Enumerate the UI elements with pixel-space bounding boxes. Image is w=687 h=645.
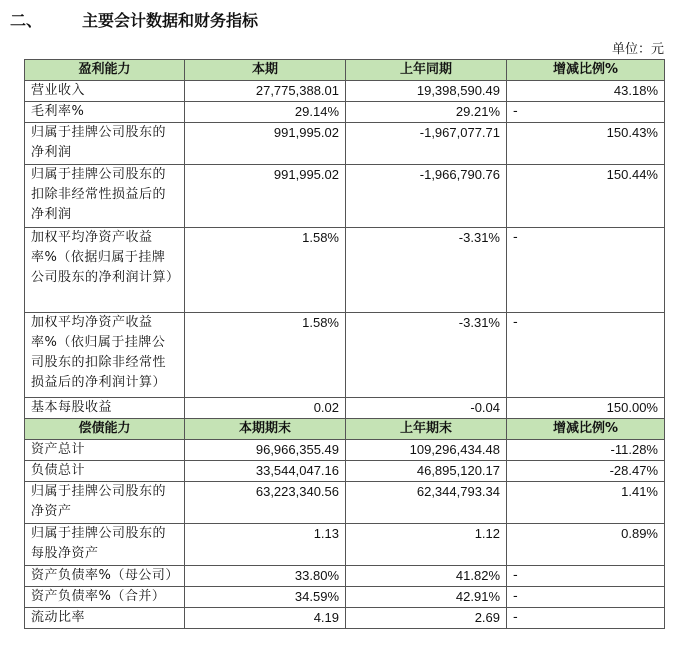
header-profitability: 盈利能力 <box>25 60 185 81</box>
prior-value: -1,966,790.76 <box>346 165 507 228</box>
prior-value: 42.91% <box>346 587 507 608</box>
row-label: 加权平均净资产收益率%（依归属于挂牌公司股东的扣除非经常性损益后的净利润计算） <box>25 313 185 398</box>
prior-value: -0.04 <box>346 398 507 419</box>
prior-value: -1,967,077.71 <box>346 123 507 165</box>
row-label: 加权平均净资产收益率%（依据归属于挂牌公司股东的净利润计算） <box>25 228 185 313</box>
row-label: 归属于挂牌公司股东的扣除非经常性损益后的净利润 <box>25 165 185 228</box>
table-row <box>25 165 665 228</box>
header-prior-period-end: 上年期末 <box>346 419 507 440</box>
section-number: 二、 <box>10 11 43 30</box>
current-value: 4.19 <box>185 608 346 629</box>
unit-label: 单位：元 <box>611 42 664 57</box>
change-value: - <box>507 566 665 587</box>
change-value: - <box>507 313 665 398</box>
current-value: 96,966,355.49 <box>185 440 346 461</box>
current-value: 1.58% <box>185 228 346 313</box>
change-value: -28.47% <box>507 461 665 482</box>
row-label: 基本每股收益 <box>25 398 185 419</box>
table-row <box>25 566 665 587</box>
change-value: - <box>507 608 665 629</box>
row-label: 资产负债率%（合并） <box>25 587 185 608</box>
prior-value: 29.21% <box>346 102 507 123</box>
prior-value: 41.82% <box>346 566 507 587</box>
row-label: 毛利率% <box>25 102 185 123</box>
prior-value: 46,895,120.17 <box>346 461 507 482</box>
table-row <box>25 587 665 608</box>
change-value: 150.43% <box>507 123 665 165</box>
current-value: 63,223,340.56 <box>185 482 346 524</box>
current-value: 27,775,388.01 <box>185 81 346 102</box>
header-prior-period: 上年同期 <box>346 60 507 81</box>
header-current-period-end: 本期期末 <box>185 419 346 440</box>
profit-header-row <box>25 60 665 81</box>
header-change-pct: 增减比例% <box>507 419 665 440</box>
header-change-pct: 增减比例% <box>507 60 665 81</box>
table-row <box>25 81 665 102</box>
prior-value: -3.31% <box>346 228 507 313</box>
change-value: -11.28% <box>507 440 665 461</box>
row-label: 流动比率 <box>25 608 185 629</box>
row-label: 资产负债率%（母公司） <box>25 566 185 587</box>
row-label: 负债总计 <box>25 461 185 482</box>
change-value: - <box>507 228 665 313</box>
current-value: 33.80% <box>185 566 346 587</box>
current-value: 1.13 <box>185 524 346 566</box>
table-row <box>25 482 665 524</box>
change-value: 150.44% <box>507 165 665 228</box>
section-title: 主要会计数据和财务指标 <box>82 11 259 30</box>
current-value: 991,995.02 <box>185 123 346 165</box>
change-value: - <box>507 587 665 608</box>
change-value: - <box>507 102 665 123</box>
table-row <box>25 524 665 566</box>
table-row <box>25 228 665 313</box>
current-value: 33,544,047.16 <box>185 461 346 482</box>
current-value: 991,995.02 <box>185 165 346 228</box>
current-value: 34.59% <box>185 587 346 608</box>
section-heading <box>0 4 687 30</box>
row-label: 归属于挂牌公司股东的每股净资产 <box>25 524 185 566</box>
prior-value: 19,398,590.49 <box>346 81 507 102</box>
row-label: 归属于挂牌公司股东的净资产 <box>25 482 185 524</box>
table-row <box>25 398 665 419</box>
table-row <box>25 608 665 629</box>
prior-value: 2.69 <box>346 608 507 629</box>
header-current-period: 本期 <box>185 60 346 81</box>
table-row <box>25 313 665 398</box>
current-value: 0.02 <box>185 398 346 419</box>
change-value: 150.00% <box>507 398 665 419</box>
row-label: 营业收入 <box>25 81 185 102</box>
table-row <box>25 461 665 482</box>
table-row <box>25 102 665 123</box>
current-value: 29.14% <box>185 102 346 123</box>
current-value: 1.58% <box>185 313 346 398</box>
solvency-header-row <box>25 419 665 440</box>
change-value: 0.89% <box>507 524 665 566</box>
header-solvency: 偿债能力 <box>25 419 185 440</box>
change-value: 1.41% <box>507 482 665 524</box>
row-label: 归属于挂牌公司股东的净利润 <box>25 123 185 165</box>
financial-indicators-table <box>24 59 665 629</box>
prior-value: 62,344,793.34 <box>346 482 507 524</box>
table-row <box>25 123 665 165</box>
table-row <box>25 440 665 461</box>
row-label: 资产总计 <box>25 440 185 461</box>
prior-value: -3.31% <box>346 313 507 398</box>
prior-value: 1.12 <box>346 524 507 566</box>
change-value: 43.18% <box>507 81 665 102</box>
prior-value: 109,296,434.48 <box>346 440 507 461</box>
